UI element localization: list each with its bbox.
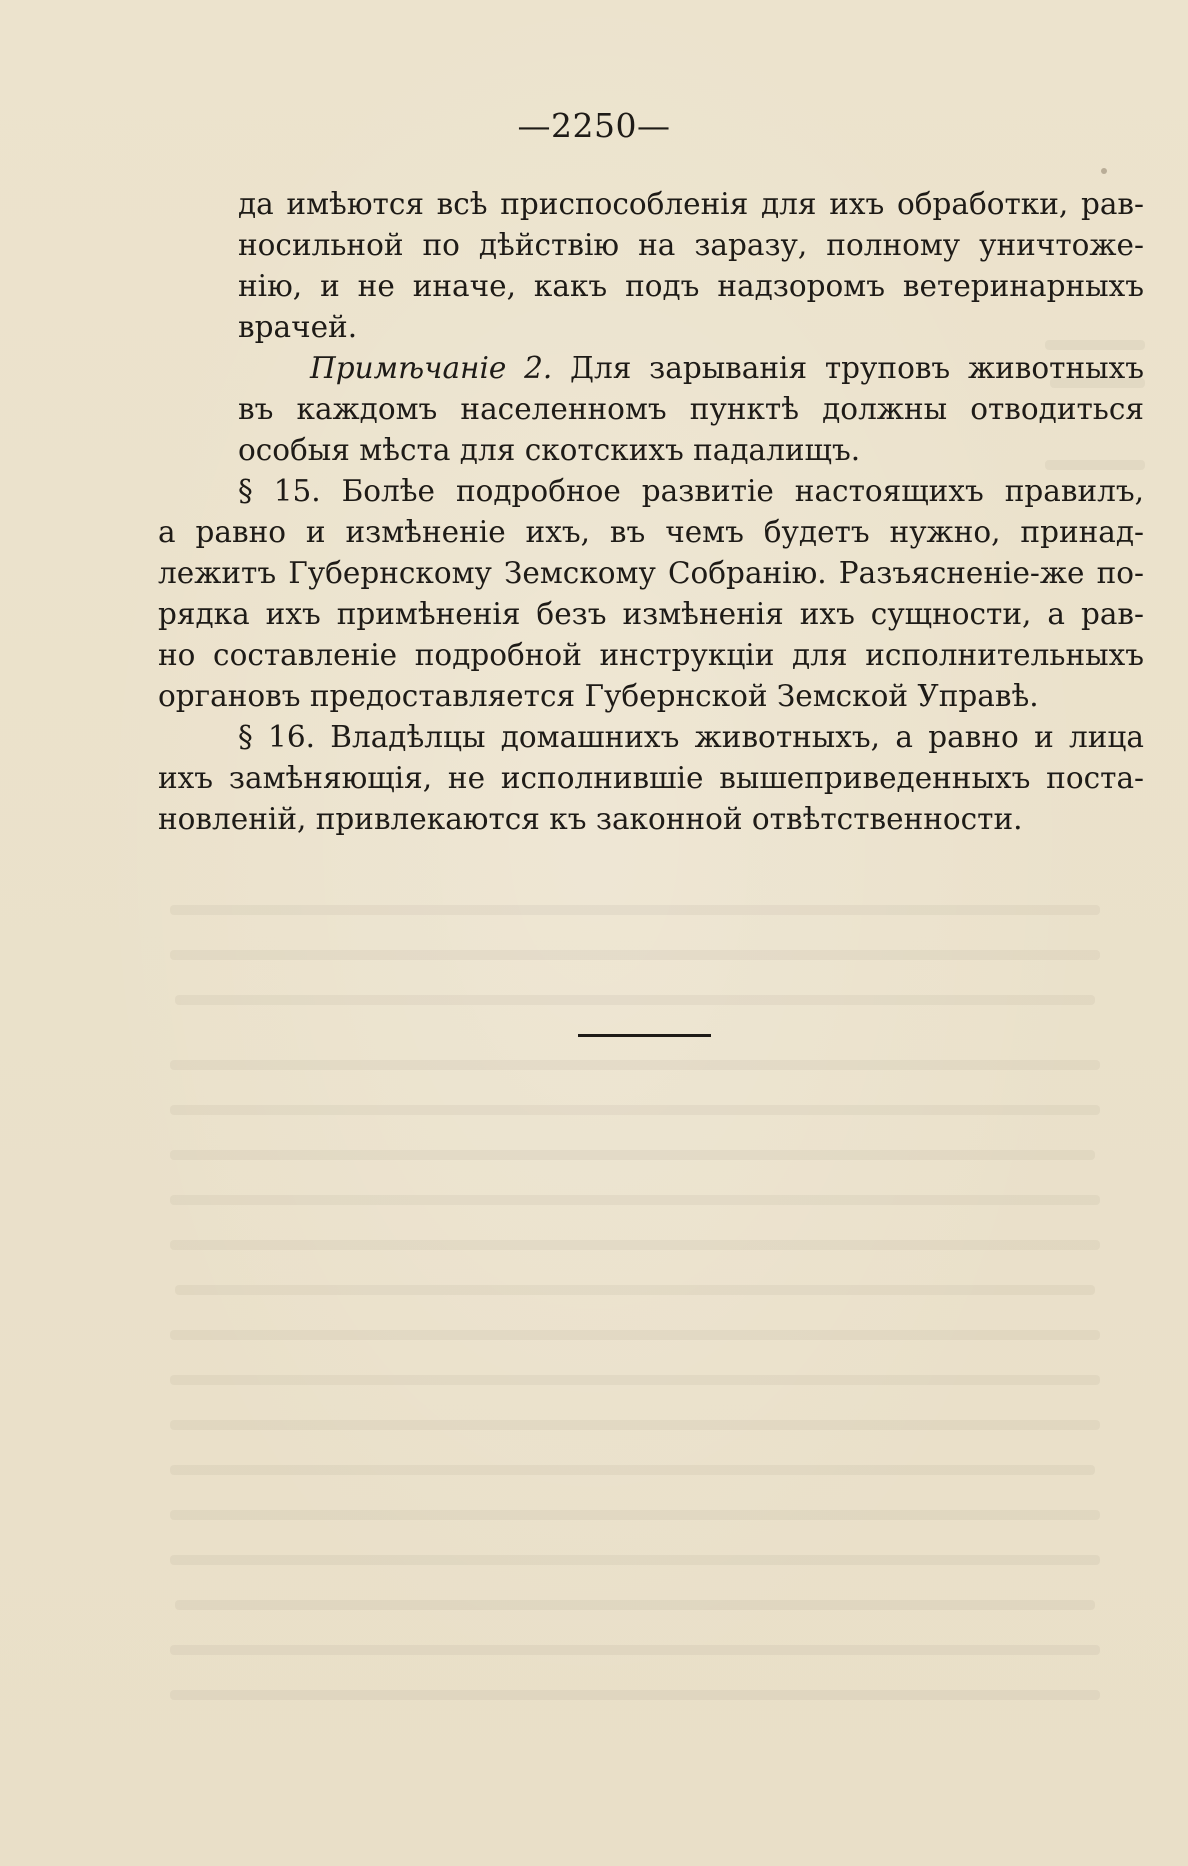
text-line: носильной по дѣйствію на заразу, полному уничтоже-: [238, 228, 1144, 262]
body-text: [158, 184, 1144, 840]
note-label: Примѣчаніе 2.: [310, 351, 553, 385]
note-text: Примѣчаніе 2. Для зарыванія труповъ животныхъ: [310, 351, 1144, 385]
text-line: а равно и измѣненіе ихъ, въ чемъ будетъ нужно, принад-: [158, 515, 1144, 549]
page-number: —2250—: [517, 106, 671, 145]
text-line: да имѣются всѣ приспособленія для ихъ обработки, рав-: [238, 187, 1144, 221]
text-line: особыя мѣста для скотскихъ падалищъ.: [238, 433, 861, 467]
text-line: врачей.: [238, 310, 358, 344]
text-line: въ каждомъ населенномъ пунктѣ должны отводиться: [238, 392, 1144, 426]
ink-speck: [1101, 168, 1107, 174]
text-line: новленій, привлекаются къ законной отвѣтственности.: [158, 802, 1023, 836]
text-line: нію, и не иначе, какъ подъ надзоромъ ветеринарныхъ: [238, 269, 1144, 303]
text-line: рядка ихъ примѣненія безъ измѣненія ихъ сущности, а рав-: [158, 597, 1144, 631]
end-rule-divider: [578, 1034, 711, 1037]
text-line: но составленіе подробной инструкціи для исполнительныхъ: [158, 638, 1144, 672]
text-line: лежитъ Губернскому Земскому Собранію. Разъясненіе-же по-: [158, 556, 1144, 590]
section-15-heading-line: § 15. Болѣе подробное развитіе настоящихъ правилъ,: [238, 474, 1144, 508]
note-line: [158, 348, 1144, 389]
text-line: органовъ предоставляется Губернской Земской Управѣ.: [158, 679, 1039, 713]
section-16-heading-line: § 16. Владѣлцы домашнихъ животныхъ, а равно и лица: [238, 720, 1144, 754]
text-line: ихъ замѣняющія, не исполнившіе вышеприведенныхъ поста-: [158, 761, 1144, 795]
